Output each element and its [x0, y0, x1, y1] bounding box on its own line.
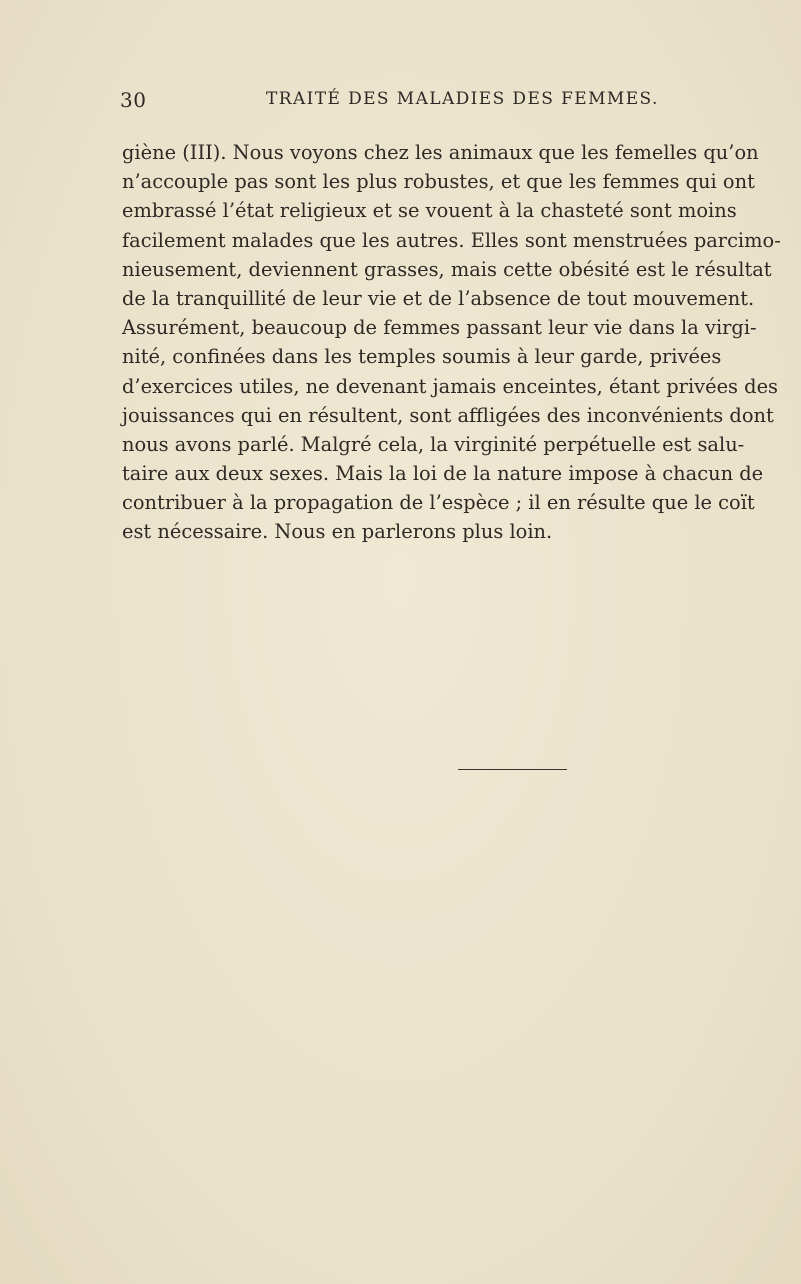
text-line: n’accouple pas sont les plus robustes, et que les femmes qui ont [122, 170, 755, 194]
text-line: de la tranquillité de leur vie et de l’absence de tout mouvement. [122, 286, 755, 310]
text-line: taire aux deux sexes. Mais la loi de la nature impose à chacun de [122, 462, 764, 486]
page-number: 30 [120, 88, 147, 112]
text-line: d’exercices utiles, ne devenant jamais enceintes, étant privées des [122, 374, 779, 398]
text-line: giène (III). Nous voyons chez les animaux que les femelles qu’on [122, 141, 759, 164]
text-line: contribuer à la propagation de l’espèce ; il en résulte que le coït [122, 491, 755, 515]
text-line: embrassé l’état religieux et se vouent à la chasteté sont moins [122, 199, 737, 223]
text-line: est nécessaire. Nous en parlerons plus loin. [122, 520, 553, 544]
text-line: nité, confinées dans les temples soumis à leur garde, privées [122, 345, 722, 369]
text-line: Assurément, beaucoup de femmes passant leur vie dans la virgi- [122, 316, 757, 340]
running-head [120, 88, 659, 116]
section-end-rule [458, 769, 567, 770]
body-paragraph [122, 138, 781, 547]
text-line: nous avons parlé. Malgré cela, la virginité perpétuelle est salu- [122, 432, 745, 456]
text-line: jouissances qui en résultent, sont affligées des inconvénients dont [122, 403, 774, 427]
text-line: nieusement, deviennent grasses, mais cette obésité est le résultat [122, 257, 772, 281]
text-line: facilement malades que les autres. Elles sont menstruées parcimo- [122, 228, 781, 252]
running-title: TRAITÉ DES MALADIES DES FEMMES. [266, 89, 659, 109]
